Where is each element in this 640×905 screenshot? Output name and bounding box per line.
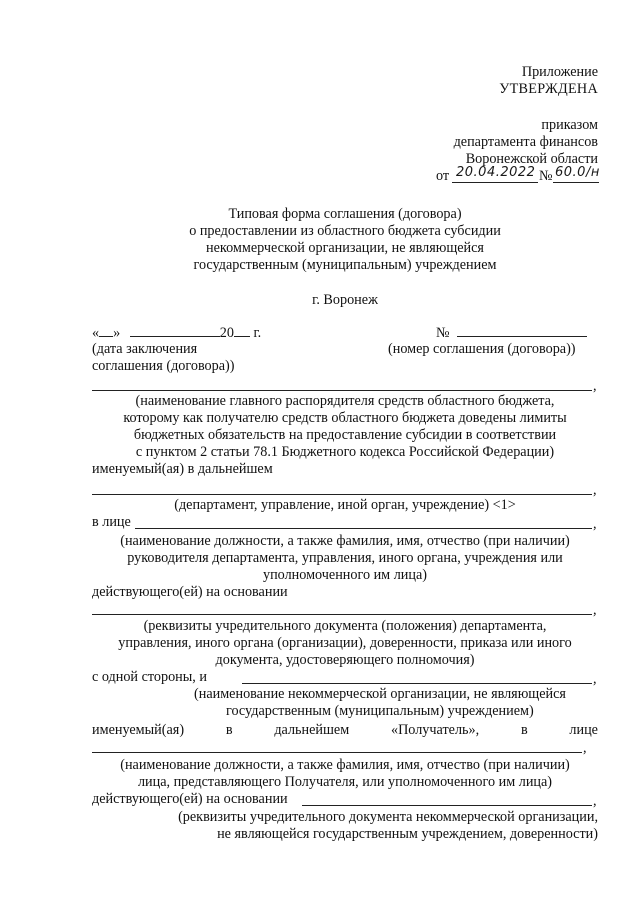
one-side-label: с одной стороны, и xyxy=(92,669,207,685)
named-hereafter: именуемый(ая) в дальнейшем xyxy=(92,461,273,477)
year-suffix: г. xyxy=(253,325,262,341)
in-person-label: в лице xyxy=(92,514,131,530)
comma: , xyxy=(593,671,597,687)
distributor-name-line[interactable] xyxy=(92,390,592,391)
person-word: лице xyxy=(569,722,598,738)
requisites-line[interactable] xyxy=(92,614,592,615)
order-label: приказом xyxy=(541,117,598,133)
number-sign: № xyxy=(539,168,553,184)
month-blank[interactable] xyxy=(130,324,220,337)
city-label: г. Воронеж xyxy=(312,292,378,308)
acting-basis-label-2: действующего(ей) на основании xyxy=(92,791,288,807)
department-label: департамента финансов xyxy=(453,134,598,150)
title-line-2: о предоставлении из областного бюджета субсидии xyxy=(189,223,501,239)
date-field[interactable] xyxy=(92,324,261,341)
caption-position-2: руководителя департамента, управления, иного органа, учреждения или xyxy=(127,550,563,566)
appendix-label: Приложение xyxy=(521,64,598,80)
caption-distributor-4: с пунктом 2 статьи 78.1 Бюджетного кодекса Российской Федерации) xyxy=(135,444,555,460)
caption-distributor-3: бюджетных обязательств на предоставление субсидии в соответствии xyxy=(133,427,557,443)
caption-rep-1: (наименование должности, а также фамилия, имя, отчество (при наличии) xyxy=(120,757,570,773)
approval-date-handwritten: 20.04.2022 xyxy=(456,165,536,180)
caption-nko-req-2: не являющейся государственным учреждением, доверенности) xyxy=(217,826,598,842)
hereafter-word: дальнейшем xyxy=(274,722,350,738)
open-quote: « xyxy=(92,325,100,341)
agreement-number-blank[interactable] xyxy=(457,324,587,337)
head-position-line[interactable] xyxy=(135,528,592,529)
from-label: от xyxy=(436,168,450,184)
agreement-number-sign: № xyxy=(436,325,450,341)
approved-label: УТВЕРЖДЕНА xyxy=(499,81,598,97)
close-quote: » xyxy=(113,325,121,341)
region-label: Воронежской области xyxy=(465,151,598,167)
in-word: в xyxy=(225,722,233,738)
date-underline xyxy=(452,182,538,183)
date-caption-1: (дата заключения xyxy=(92,341,198,357)
agreement-number-field[interactable] xyxy=(436,324,587,341)
title-line-1: Типовая форма соглашения (договора) xyxy=(228,206,462,222)
nko-requisites-line[interactable] xyxy=(302,805,592,806)
caption-nko-1: (наименование некоммерческой организации, не являющейся xyxy=(194,686,566,702)
title-line-3: некоммерческой организации, не являющейся xyxy=(206,240,484,256)
recipient-word: «Получатель», xyxy=(390,722,480,738)
day-blank[interactable] xyxy=(99,324,113,337)
year-prefix: 20 xyxy=(219,325,234,341)
comma: , xyxy=(593,378,597,394)
caption-distributor-2: которому как получателю средств областного бюджета доведены лимиты xyxy=(123,410,567,426)
caption-requisites-2: управления, иного органа (организации), доверенности, приказа или иного xyxy=(118,635,572,651)
department-name-line[interactable] xyxy=(92,494,592,495)
caption-requisites-3: документа, удостоверяющего полномочия) xyxy=(215,652,475,668)
comma: , xyxy=(593,516,597,532)
recipient-row xyxy=(92,722,598,738)
caption-position-3: уполномоченного им лица) xyxy=(262,567,427,583)
approval-number-handwritten: 60.0/н xyxy=(555,165,600,180)
comma: , xyxy=(593,602,597,618)
comma: , xyxy=(593,793,597,809)
acting-basis-label: действующего(ей) на основании xyxy=(92,584,288,600)
in-word-2: в xyxy=(520,722,528,738)
representative-line[interactable] xyxy=(92,752,582,753)
caption-department: (департамент, управление, иной орган, учреждение) <1> xyxy=(174,497,516,513)
date-caption-2: соглашения (договора)) xyxy=(92,358,235,374)
named-word: именуемый(ая) xyxy=(92,722,185,738)
caption-position-1: (наименование должности, а также фамилия, имя, отчество (при наличии) xyxy=(120,533,570,549)
number-caption: (номер соглашения (договора)) xyxy=(388,341,576,357)
nko-name-line[interactable] xyxy=(242,683,592,684)
title-line-4: государственным (муниципальным) учреждением xyxy=(193,257,497,273)
caption-requisites-1: (реквизиты учредительного документа (положения) департамента, xyxy=(143,618,547,634)
comma: , xyxy=(583,740,587,756)
caption-nko-req-1: (реквизиты учредительного документа некоммерческой организации, xyxy=(178,809,598,825)
caption-rep-2: лица, представляющего Получателя, или уполномоченного им лица) xyxy=(137,774,553,790)
caption-distributor-1: (наименование главного распорядителя средств областного бюджета, xyxy=(135,393,555,409)
comma: , xyxy=(593,482,597,498)
year-blank[interactable] xyxy=(234,324,250,337)
caption-nko-2: государственным (муниципальным) учреждением) xyxy=(226,703,534,719)
number-underline xyxy=(553,182,599,183)
